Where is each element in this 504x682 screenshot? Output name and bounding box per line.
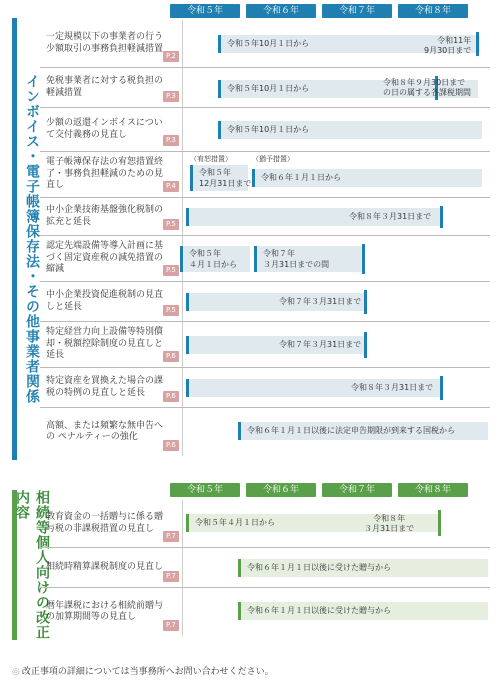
- end-label: 令和11年 9月30日まで: [424, 36, 472, 55]
- page-badge: P.2: [163, 51, 179, 62]
- row-title: 教育資金の一括贈与に係る贈与税の非課税措置の見直し: [46, 512, 164, 534]
- divider: [182, 20, 183, 67]
- table-row: [40, 152, 490, 198]
- timeline-bar: 令和６年１月１日以後に受けた贈与から: [238, 602, 488, 620]
- divider: [182, 548, 183, 587]
- year-label: 令和５年: [170, 483, 240, 497]
- row-title: 認定先端設備等導入計画に基づく固定資産税の減免措置の縮減: [46, 241, 164, 275]
- table-row: [40, 68, 490, 108]
- end-label: 令和８年９月30日まで の日の属する各課税期間: [383, 78, 471, 97]
- bar-end-marker: [476, 32, 479, 56]
- row-title: 電子帳簿保存法の宥恕措置終了・事務負担軽減のための見直し: [46, 157, 164, 191]
- table-row: [40, 20, 490, 68]
- page-badge: P.6: [163, 391, 179, 402]
- table-row: [40, 368, 490, 408]
- divider: [182, 108, 183, 151]
- table-row: [40, 322, 490, 368]
- page-badge: P.6: [163, 351, 179, 362]
- year-label: 令和８年: [398, 4, 468, 18]
- page-badge: P.3: [163, 135, 179, 146]
- section2-title: 相続等個人向けの改正内容: [14, 490, 50, 640]
- bar-end-marker: [440, 376, 443, 400]
- table-row: [40, 108, 490, 152]
- year-label: 令和５年: [170, 4, 240, 18]
- row-title: 中小企業投資促進税制の見直しと延長: [46, 290, 164, 312]
- page-badge: P.3: [163, 91, 179, 102]
- row-title: 特定資産を買換えた場合の課税の特例の見直しと延長: [46, 376, 164, 398]
- timeline-bar: 令和５年10月１日から: [218, 121, 482, 139]
- timeline-bar: 令和６年１月１日以後に法定申告期限が到来する国税から: [238, 422, 488, 440]
- page-badge: P.4: [163, 181, 179, 192]
- row-title: 高額、または頻繁な無申告への ペナルティーの強化: [46, 420, 164, 442]
- bar-end-marker: [364, 290, 367, 314]
- year-label: 令和６年: [246, 4, 316, 18]
- page-badge: P.5: [163, 219, 179, 230]
- page-badge: P.6: [163, 440, 179, 451]
- timeline-bar: 令和７年３月31日まで: [186, 293, 366, 311]
- row-title: 特定経営力向上設備等特別償却・税額控除制度の見直しと延長: [46, 327, 164, 361]
- bar-end-marker: [364, 332, 367, 358]
- footer-note: [12, 664, 274, 677]
- year-label: 令和８年: [398, 483, 468, 497]
- row-title: 免税事業者に対する税負担の軽減措置: [46, 76, 164, 98]
- divider: [182, 68, 183, 107]
- table-row: [40, 198, 490, 236]
- end-label: 令和８年 ３月31日まで: [364, 514, 415, 533]
- table-row: [40, 500, 490, 548]
- row-title: 一定規模以下の事業者の行う少額取引の事務負担軽減措置: [46, 32, 164, 54]
- year-label: 令和６年: [246, 483, 316, 497]
- timeline-bar: 令和７年３月31日まで: [186, 336, 366, 354]
- table-row: [40, 282, 490, 322]
- row-title: 少額の返還インボイスについて交付義務の見直し: [46, 118, 163, 140]
- year-header-2: [170, 483, 490, 497]
- bullet-icon: ◎: [12, 667, 20, 677]
- divider: [182, 408, 183, 456]
- table-row: [40, 548, 490, 588]
- bar-end-marker: [362, 244, 365, 274]
- timeline-bar-short: 令和５年 ４月１日から: [180, 246, 250, 272]
- page-badge: P.7: [163, 531, 179, 542]
- timeline-bar: 令和５年10月１日から: [218, 80, 478, 98]
- bar-end-marker: [438, 510, 441, 536]
- divider: [182, 282, 183, 321]
- row-title: 相続時精算課税制度の見直し: [46, 561, 164, 572]
- row-title: 暦年課税における相続前贈与の加算期間等の見直し: [46, 600, 164, 622]
- note-yujo: （宥恕措置）: [190, 155, 232, 163]
- divider: [182, 322, 183, 367]
- table-row: [40, 588, 490, 636]
- page-badge: P.5: [163, 305, 179, 316]
- bar-end-marker: [440, 206, 443, 228]
- divider: [182, 368, 183, 407]
- timeline-bar-short: 令和５年 12月31日まで: [190, 165, 248, 191]
- timeline-bar: 令和６年１月１日から: [252, 169, 482, 187]
- page-badge: P.7: [163, 571, 179, 582]
- timeline-bar: 令和５年４月１日から: [186, 514, 440, 532]
- divider: [182, 152, 183, 197]
- section1-title: インボイス・電子帳簿保存法・その他事業者関係: [24, 74, 40, 404]
- row-title: 中小企業技術基盤強化税制の拡充と延長: [46, 205, 164, 227]
- timeline-bar: 令和５年10月１日から: [218, 35, 480, 53]
- year-label: 令和７年: [322, 483, 392, 497]
- note-yuyo: （猶予措置）: [252, 155, 294, 163]
- table-row: [40, 236, 490, 282]
- timeline-bar: 令和８年３月31日まで: [186, 379, 442, 397]
- footer-text: 改正事項の詳細については当事務所へお問い合わせください。: [21, 667, 274, 677]
- timeline-bar: 令和６年１月１日以後に受けた贈与から: [238, 559, 488, 577]
- year-label: 令和７年: [322, 4, 392, 18]
- page-badge: P.7: [163, 620, 179, 631]
- year-header-1: [170, 4, 490, 18]
- divider: [182, 588, 183, 636]
- table-row: [40, 408, 490, 456]
- divider: [182, 500, 183, 547]
- timeline-bar: 令和８年３月31日まで: [186, 208, 442, 226]
- page-badge: P.5: [163, 265, 179, 276]
- divider: [182, 198, 183, 235]
- timeline-bar: 令和７年 ３月31日までの間: [254, 246, 364, 272]
